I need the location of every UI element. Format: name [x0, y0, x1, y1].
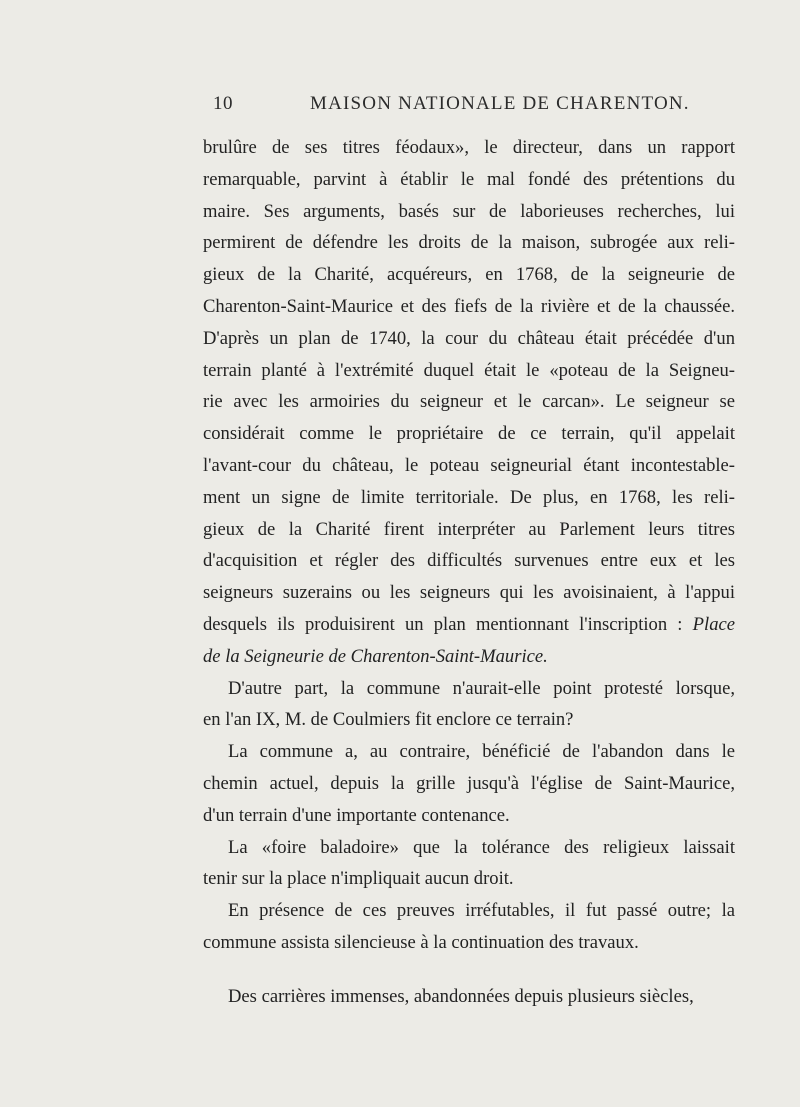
text-line: brulûre de ses titres féodaux», le directeur, dans un rapport	[203, 137, 735, 158]
italic-place-name: de la Seigneurie de Charenton-Saint-Maurice.	[203, 645, 548, 667]
text-line: permirent de défendre les droits de la maison, subrogée aux reli-	[203, 232, 735, 254]
text-segment: desquels ils produisirent un plan mentionnant l'inscription :	[203, 613, 683, 635]
page-number: 10	[213, 93, 233, 114]
text-line: D'après un plan de 1740, la cour du château était précédée d'un	[203, 327, 735, 349]
text-line: seigneurs suzerains ou les seigneurs qui les avoisinaient, à l'appui	[203, 582, 735, 604]
paragraph-3	[203, 736, 735, 831]
text-line: maire. Ses arguments, basés sur de laborieuses recherches, lui	[203, 200, 735, 222]
paragraph-5	[203, 895, 735, 959]
text-line: d'un terrain d'une importante contenance.	[203, 804, 510, 826]
text-line: commune assista silencieuse à la continuation des travaux.	[203, 931, 639, 953]
text-line: terrain planté à l'extrémité duquel était le «poteau de la Seigneu-	[203, 359, 735, 381]
text-line: Des carrières immenses, abandonnées depuis plusieurs siècles,	[228, 985, 694, 1007]
text-line: gieux de la Charité firent interpréter au Parlement leurs titres	[203, 518, 735, 540]
text-line: remarquable, parvint à établir le mal fondé des prétentions du	[203, 168, 735, 190]
paragraph-2	[203, 673, 735, 737]
paragraph-4	[203, 832, 735, 896]
section-gap	[203, 959, 735, 981]
text-line: La commune a, au contraire, bénéficié de l'abandon dans le	[228, 741, 735, 763]
text-line: l'avant-cour du château, le poteau seigneurial étant incontestable-	[203, 454, 735, 476]
page-header	[203, 93, 735, 123]
text-line-with-italic	[203, 609, 735, 641]
text-line: En présence de ces preuves irréfutables, il fut passé outre; la	[228, 900, 735, 922]
text-line: considérait comme le propriétaire de ce terrain, qu'il appelait	[203, 423, 735, 445]
italic-place-name-start: Place	[692, 613, 735, 635]
paragraph-6	[203, 981, 735, 1013]
text-line: chemin actuel, depuis la grille jusqu'à l'église de Saint-Maurice,	[203, 772, 735, 794]
body-text	[203, 132, 735, 1013]
text-line: rie avec les armoiries du seigneur et le carcan». Le seigneur se	[203, 391, 735, 413]
text-line: tenir sur la place n'impliquait aucun droit.	[203, 868, 514, 890]
text-line: d'acquisition et régler des difficultés survenues entre eux et les	[203, 550, 735, 572]
text-line: ment un signe de limite territoriale. De plus, en 1768, les reli-	[203, 486, 735, 508]
running-title: MAISON NATIONALE DE CHARENTON.	[310, 93, 690, 114]
text-line: gieux de la Charité, acquéreurs, en 1768, de la seigneurie de	[203, 264, 735, 286]
text-line: Charenton-Saint-Maurice et des fiefs de la rivière et de la chaussée.	[203, 295, 735, 317]
paragraph-1	[203, 132, 735, 673]
text-line: en l'an IX, M. de Coulmiers fit enclore ce terrain?	[203, 709, 574, 731]
text-line: La «foire baladoire» que la tolérance des religieux laissait	[228, 836, 735, 858]
text-line: D'autre part, la commune n'aurait-elle point protesté lorsque,	[228, 677, 735, 699]
